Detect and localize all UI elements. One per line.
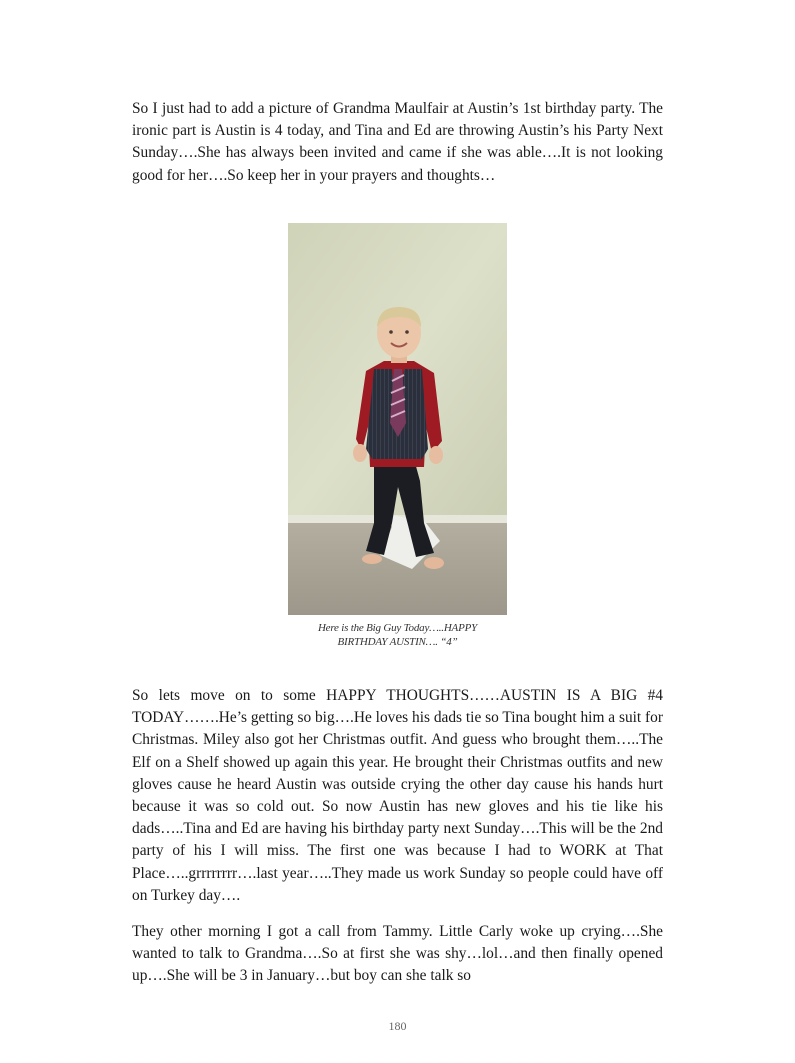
photo-caption [288,621,507,649]
photo-austin-suit [288,223,507,615]
caption-line-2: BIRTHDAY AUSTIN…. “4” [337,636,458,648]
paragraph-grandma: So I just had to add a picture of Grandma Maulfair at Austin’s 1st birthday party. The ironic part is Austin is 4 today, and Tina and Ed are throwing Austin’s his Party Next Sunday….She has always been invited and came if she was able….It is not looking good for her….So keep her in your prayers and thoughts… [132,100,663,184]
paragraph-carly-call: They other morning I got a call from Tammy. Little Carly woke up crying….She wanted to talk to Grandma….So at first she was shy…lol…and then finally opened up….She will be 3 in January…but boy can she talk so [132,923,663,985]
right-hand [429,446,443,464]
page-number: 180 [388,1019,407,1033]
caption-line-1: Here is the Big Guy Today…..HAPPY [317,622,478,634]
left-foot [362,554,382,564]
right-foot [424,557,444,569]
paragraph-happy-thoughts: So lets move on to some HAPPY THOUGHTS……AUSTIN IS A BIG #4 TODAY…….He’s getting so big….He loves his dads tie so Tina bought him a suit for Christmas. Miley also got her Christmas outfit. And guess who brought them…..The Elf on a Shelf showed up again this year. He brought their Christmas outfits and new gloves cause he heard Austin was outside crying the other day cause his hands hurt because it was so cold out. So now Austin has new gloves and his tie like his dads…..Tina and Ed are having his birthday party next Sunday….This will be the 2nd party of his I will miss. The first one was because I had to WORK at That Place…..grrrrrrrr….last year…..They made us work Sunday so people could have off on Turkey day…. [132,687,663,904]
left-hand [353,444,367,462]
